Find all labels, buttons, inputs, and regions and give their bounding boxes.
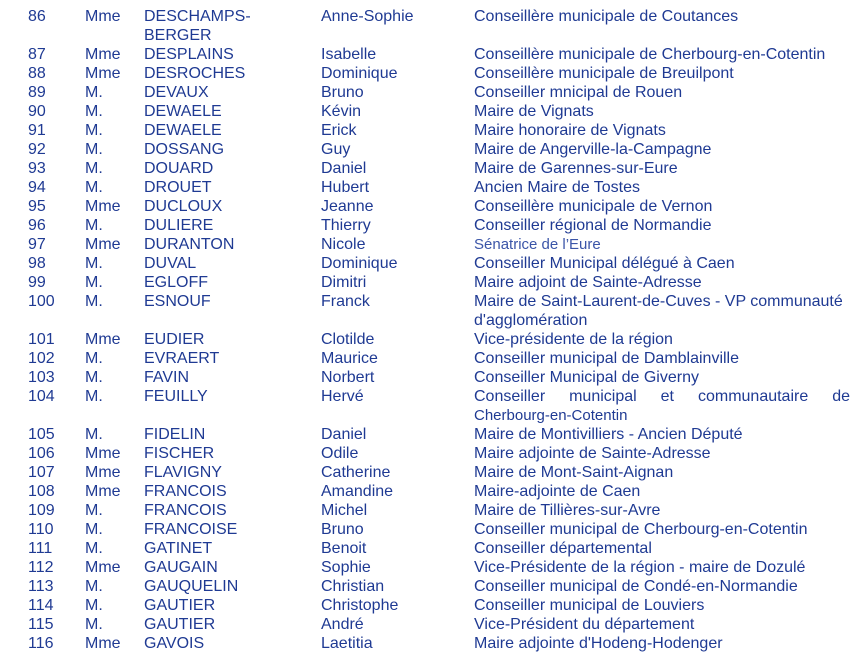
function-title: Conseillère municipale de Vernon bbox=[474, 198, 713, 215]
row-number: 112 bbox=[28, 559, 54, 576]
function-title: Maire de Garennes-sur-Eure bbox=[474, 160, 678, 177]
table-row bbox=[0, 330, 856, 349]
first-name: Laetitia bbox=[321, 635, 373, 652]
row-number: 88 bbox=[28, 65, 46, 82]
function-title: Maire de Vignats bbox=[474, 103, 594, 120]
first-name: Isabelle bbox=[321, 46, 377, 63]
function-title: Maire honoraire de Vignats bbox=[474, 122, 666, 139]
civility: Mme bbox=[85, 464, 121, 481]
first-name: Daniel bbox=[321, 426, 367, 443]
row-number: 103 bbox=[28, 369, 55, 386]
civility: M. bbox=[85, 578, 103, 595]
row-number: 92 bbox=[28, 141, 46, 158]
civility: M. bbox=[85, 502, 103, 519]
first-name: Anne-Sophie bbox=[321, 8, 414, 25]
civility: M. bbox=[85, 141, 103, 158]
row-number: 86 bbox=[28, 8, 46, 25]
first-name: Dominique bbox=[321, 65, 398, 82]
last-name: FEUILLY bbox=[144, 388, 208, 405]
function-title: Conseillère municipale de Cherbourg-en-Cotentin bbox=[474, 46, 826, 63]
first-name: Dominique bbox=[321, 255, 398, 272]
table-row bbox=[0, 615, 856, 634]
first-name: Hervé bbox=[321, 388, 364, 405]
civility: M. bbox=[85, 179, 103, 196]
first-name: Sophie bbox=[321, 559, 371, 576]
row-number: 110 bbox=[28, 521, 54, 538]
row-number: 107 bbox=[28, 464, 55, 481]
civility: Mme bbox=[85, 46, 121, 63]
last-name: DULIERE bbox=[144, 217, 214, 234]
last-name: EGLOFF bbox=[144, 274, 209, 291]
table-row bbox=[0, 444, 856, 463]
last-name: ESNOUF bbox=[144, 293, 211, 310]
last-name: FISCHER bbox=[144, 445, 215, 462]
table-row bbox=[0, 463, 856, 482]
first-name: Michel bbox=[321, 502, 368, 519]
row-number: 94 bbox=[28, 179, 46, 196]
table-row bbox=[0, 520, 856, 539]
row-number: 91 bbox=[28, 122, 46, 139]
last-name: GAUGAIN bbox=[144, 559, 218, 576]
last-name: GAUTIER bbox=[144, 616, 216, 633]
function-title: Ancien Maire de Tostes bbox=[474, 179, 641, 196]
last-name: DESCHAMPS-BERGER bbox=[144, 8, 251, 44]
row-number: 105 bbox=[28, 426, 55, 443]
first-name: Clotilde bbox=[321, 331, 375, 348]
civility: Mme bbox=[85, 635, 121, 652]
row-number: 109 bbox=[28, 502, 55, 519]
table-row bbox=[0, 159, 856, 178]
civility: Mme bbox=[85, 445, 121, 462]
first-name: Bruno bbox=[321, 521, 364, 538]
row-number: 104 bbox=[28, 388, 55, 405]
table-row bbox=[0, 634, 856, 653]
civility: Mme bbox=[85, 198, 121, 215]
civility: M. bbox=[85, 160, 103, 177]
function-title: Conseillère municipale de Coutances bbox=[474, 8, 739, 25]
last-name: DEVAUX bbox=[144, 84, 209, 101]
table-row bbox=[0, 539, 856, 558]
civility: Mme bbox=[85, 559, 121, 576]
civility: M. bbox=[85, 122, 103, 139]
table-row bbox=[0, 501, 856, 520]
last-name: FRANCOISE bbox=[144, 521, 238, 538]
function-title: Conseiller municipal de Cherbourg-en-Cotentin bbox=[474, 521, 808, 538]
table-row bbox=[0, 273, 856, 292]
last-name: DROUET bbox=[144, 179, 212, 196]
function-title: Conseiller mnicipal de Rouen bbox=[474, 84, 683, 101]
last-name: FLAVIGNY bbox=[144, 464, 222, 481]
first-name: André bbox=[321, 616, 364, 633]
table-row bbox=[0, 292, 856, 330]
table-row bbox=[0, 349, 856, 368]
first-name: Kévin bbox=[321, 103, 362, 120]
function-title-line1: Conseiller municipal et communautaire de bbox=[474, 388, 850, 405]
table-row bbox=[0, 121, 856, 140]
table-row bbox=[0, 216, 856, 235]
signatories-table bbox=[0, 7, 856, 653]
row-number: 102 bbox=[28, 350, 55, 367]
table-row bbox=[0, 425, 856, 444]
function-title: Maire de Saint-Laurent-de-Cuves - VP communauté d'agglomération bbox=[474, 293, 843, 329]
row-number: 87 bbox=[28, 46, 46, 63]
civility: Mme bbox=[85, 331, 121, 348]
civility: M. bbox=[85, 350, 103, 367]
table-row bbox=[0, 368, 856, 387]
first-name: Norbert bbox=[321, 369, 375, 386]
row-number: 114 bbox=[28, 597, 54, 614]
function-title: Maire adjointe de Sainte-Adresse bbox=[474, 445, 711, 462]
table-row bbox=[0, 235, 856, 254]
last-name: EUDIER bbox=[144, 331, 205, 348]
first-name: Thierry bbox=[321, 217, 371, 234]
first-name: Franck bbox=[321, 293, 370, 310]
table-row bbox=[0, 140, 856, 159]
civility: M. bbox=[85, 521, 103, 538]
last-name: FRANCOIS bbox=[144, 483, 227, 500]
function-title: Conseillère municipale de Breuilpont bbox=[474, 65, 734, 82]
civility: M. bbox=[85, 426, 103, 443]
civility: M. bbox=[85, 540, 103, 557]
table-row bbox=[0, 64, 856, 83]
last-name: GAUQUELIN bbox=[144, 578, 239, 595]
function-title: Conseiller municipal de Louviers bbox=[474, 597, 705, 614]
function-title: Vice-présidente de la région bbox=[474, 331, 673, 348]
function-title: Maire de Mont-Saint-Aignan bbox=[474, 464, 674, 481]
row-number: 96 bbox=[28, 217, 46, 234]
row-number: 89 bbox=[28, 84, 46, 101]
table-row bbox=[0, 7, 856, 45]
function-title: Sénatrice de l’Eure bbox=[474, 236, 601, 253]
civility: M. bbox=[85, 217, 103, 234]
table-row bbox=[0, 387, 856, 425]
last-name: DOUARD bbox=[144, 160, 214, 177]
row-number: 115 bbox=[28, 616, 54, 633]
function-title bbox=[474, 387, 850, 425]
function-title: Vice-Président du département bbox=[474, 616, 695, 633]
civility: M. bbox=[85, 388, 103, 405]
civility: Mme bbox=[85, 236, 121, 253]
last-name: DESROCHES bbox=[144, 65, 246, 82]
first-name: Odile bbox=[321, 445, 359, 462]
function-title: Maire de Tillières-sur-Avre bbox=[474, 502, 661, 519]
last-name: GAVOIS bbox=[144, 635, 205, 652]
function-title: Conseiller régional de Normandie bbox=[474, 217, 712, 234]
civility: M. bbox=[85, 597, 103, 614]
row-number: 95 bbox=[28, 198, 46, 215]
function-title: Conseiller municipal de Condé-en-Normandie bbox=[474, 578, 798, 595]
last-name: FIDELIN bbox=[144, 426, 206, 443]
civility: M. bbox=[85, 84, 103, 101]
civility: M. bbox=[85, 369, 103, 386]
function-title: Maire de Angerville-la-Campagne bbox=[474, 141, 712, 158]
last-name: DOSSANG bbox=[144, 141, 225, 158]
function-title: Conseiller départemental bbox=[474, 540, 652, 557]
last-name: DUVAL bbox=[144, 255, 197, 272]
function-title: Maire adjoint de Sainte-Adresse bbox=[474, 274, 702, 291]
last-name: DUCLOUX bbox=[144, 198, 223, 215]
row-number: 100 bbox=[28, 293, 55, 310]
first-name: Hubert bbox=[321, 179, 370, 196]
table-row bbox=[0, 102, 856, 121]
last-name: DESPLAINS bbox=[144, 46, 234, 63]
function-title: Maire-adjointe de Caen bbox=[474, 483, 641, 500]
row-number: 93 bbox=[28, 160, 46, 177]
first-name: Guy bbox=[321, 141, 351, 158]
table-row bbox=[0, 558, 856, 577]
table-row bbox=[0, 482, 856, 501]
first-name: Benoit bbox=[321, 540, 367, 557]
civility: M. bbox=[85, 255, 103, 272]
first-name: Jeanne bbox=[321, 198, 374, 215]
row-number: 98 bbox=[28, 255, 46, 272]
last-name: FRANCOIS bbox=[144, 502, 227, 519]
row-number: 90 bbox=[28, 103, 46, 120]
table-row bbox=[0, 577, 856, 596]
last-name: GATINET bbox=[144, 540, 213, 557]
first-name: Dimitri bbox=[321, 274, 367, 291]
first-name: Maurice bbox=[321, 350, 378, 367]
first-name: Daniel bbox=[321, 160, 367, 177]
function-title: Conseiller municipal de Damblainville bbox=[474, 350, 740, 367]
row-number: 99 bbox=[28, 274, 46, 291]
row-number: 106 bbox=[28, 445, 55, 462]
civility: M. bbox=[85, 293, 103, 310]
civility: Mme bbox=[85, 8, 121, 25]
first-name: Bruno bbox=[321, 84, 364, 101]
function-title: Conseiller Municipal délégué à Caen bbox=[474, 255, 735, 272]
first-name: Amandine bbox=[321, 483, 394, 500]
row-number: 101 bbox=[28, 331, 55, 348]
table-row bbox=[0, 178, 856, 197]
civility: M. bbox=[85, 274, 103, 291]
function-title: Vice-Présidente de la région - maire de Dozulé bbox=[474, 559, 806, 576]
first-name: Christian bbox=[321, 578, 385, 595]
first-name: Christophe bbox=[321, 597, 399, 614]
table-row bbox=[0, 83, 856, 102]
row-number: 116 bbox=[28, 635, 54, 652]
row-number: 108 bbox=[28, 483, 55, 500]
last-name: DEWAELE bbox=[144, 103, 222, 120]
civility: Mme bbox=[85, 483, 121, 500]
function-title-line2: Cherbourg-en-Cotentin bbox=[474, 407, 628, 424]
row-number: 111 bbox=[28, 540, 53, 557]
row-number: 113 bbox=[28, 578, 54, 595]
last-name: EVRAERT bbox=[144, 350, 220, 367]
last-name: DURANTON bbox=[144, 236, 235, 253]
table-row bbox=[0, 596, 856, 615]
table-row bbox=[0, 45, 856, 64]
first-name: Nicole bbox=[321, 236, 366, 253]
first-name: Catherine bbox=[321, 464, 391, 481]
table-row bbox=[0, 197, 856, 216]
row-number: 97 bbox=[28, 236, 46, 253]
function-title: Maire de Montivilliers - Ancien Député bbox=[474, 426, 743, 443]
function-title: Maire adjointe d'Hodeng-Hodenger bbox=[474, 635, 723, 652]
table-row bbox=[0, 254, 856, 273]
last-name: GAUTIER bbox=[144, 597, 216, 614]
first-name: Erick bbox=[321, 122, 357, 139]
last-name: FAVIN bbox=[144, 369, 190, 386]
last-name: DEWAELE bbox=[144, 122, 222, 139]
civility: Mme bbox=[85, 65, 121, 82]
civility: M. bbox=[85, 103, 103, 120]
civility: M. bbox=[85, 616, 103, 633]
function-title: Conseiller Municipal de Giverny bbox=[474, 369, 699, 386]
